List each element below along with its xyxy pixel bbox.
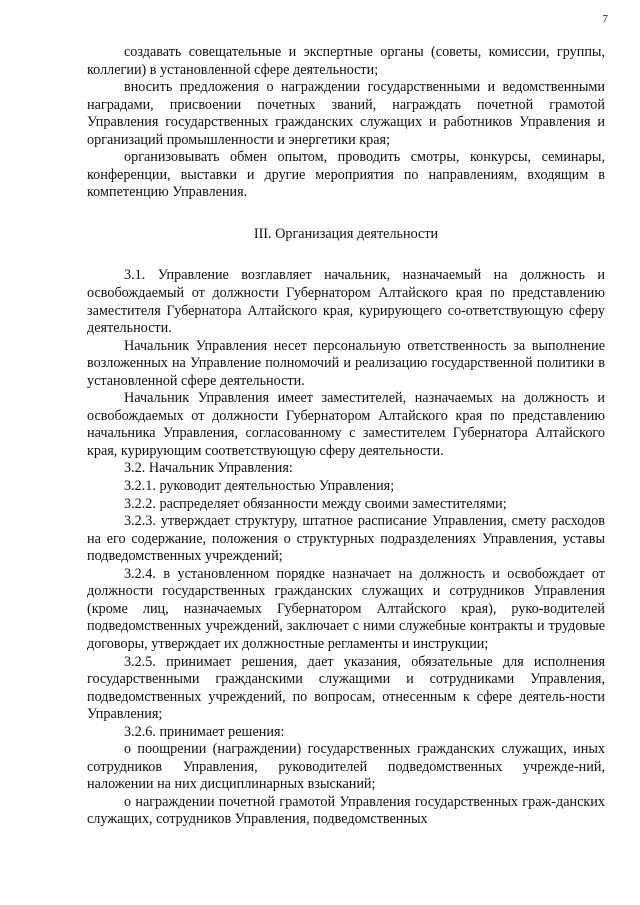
paragraph-3-1: 3.1. Управление возглавляет начальник, назначаемый на должность и освобождаемый от должности Губернатором Алтайского края по представлению заместителя Губернатора Алтайского края, курирующего со-ответствующую сферу деятельности. bbox=[87, 267, 605, 337]
paragraph-3-2-1: 3.2.1. руководит деятельностью Управления; bbox=[124, 478, 395, 495]
paragraph-3-2: 3.2. Начальник Управления: bbox=[124, 460, 293, 477]
paragraph-certificate-awarding: о награждении почетной грамотой Управления государственных граж-данских служащих, сотрудников Управления, подведомственных bbox=[87, 793, 605, 828]
paragraph-3-2-5: 3.2.5. принимает решения, дает указания, обязательные для исполнения государственными гражданскими служащими и сотрудниками Управления, подведомственных учреждений, по вопросам, отнесенным к сфере деятель-ности Управления; bbox=[87, 653, 605, 723]
section-heading: III. Организация деятельности bbox=[253, 225, 439, 242]
paragraph-3-2-4: 3.2.4. в установленном порядке назначает на должность и освобождает от должности государственных гражданских служащих и сотрудников Управления (кроме лиц, назначаемых Губернатором Алтайского края), руко-водителей подведомственных учреждений, заключает с ними служебные контракты и трудовые договоры, утверждает их должностные регламенты и инструкции; bbox=[87, 565, 605, 652]
paragraph-head-responsibility: Начальник Управления несет персональную ответственность за выполнение возложенных на Управление полномочий и реализацию государственной политики в установленной сфере деятельности. bbox=[87, 337, 605, 389]
paragraph-3-2-2: 3.2.2. распределяет обязанности между своими заместителями; bbox=[124, 495, 507, 512]
paragraph-experience-exchange: организовывать обмен опытом, проводить смотры, конкурсы, семинары, конференции, выставки и другие мероприятия по направлениям, входящим в компетенцию Управления. bbox=[87, 149, 605, 201]
paragraph-advisory-bodies: создавать совещательные и экспертные органы (советы, комиссии, группы, коллегии) в установленной сфере деятельности; bbox=[87, 44, 605, 78]
paragraph-deputies: Начальник Управления имеет заместителей, назначаемых на должность и освобождаемых от должности Губернатором Алтайского края по представлению начальника Управления, согласованному с заместителем Губернатора Алтайского края, курирующим соответствующую сферу деятельности. bbox=[87, 390, 605, 459]
paragraph-award-proposals: вносить предложения о награждении государственными и ведомственными наградами, присвоении почетных званий, награждать почетной грамотой Управления государственных гражданских служащих и работников Управления и организаций промышленности и энергетики края; bbox=[87, 79, 605, 148]
paragraph-3-2-6: 3.2.6. принимает решения: bbox=[124, 723, 285, 740]
paragraph-3-2-3: 3.2.3. утверждает структуру, штатное расписание Управления, смету расходов на его содержание, положения о структурных подразделениях Управления, уставы подведомственных учреждений; bbox=[87, 513, 605, 565]
page-number: 7 bbox=[602, 13, 608, 25]
document-body bbox=[87, 44, 605, 829]
paragraph-encouragement: о поощрении (награждении) государственных гражданских служащих, иных сотрудников Управления, руководителей подведомственных учрежде-ний, наложении на них дисциплинарных взысканий; bbox=[87, 741, 605, 793]
